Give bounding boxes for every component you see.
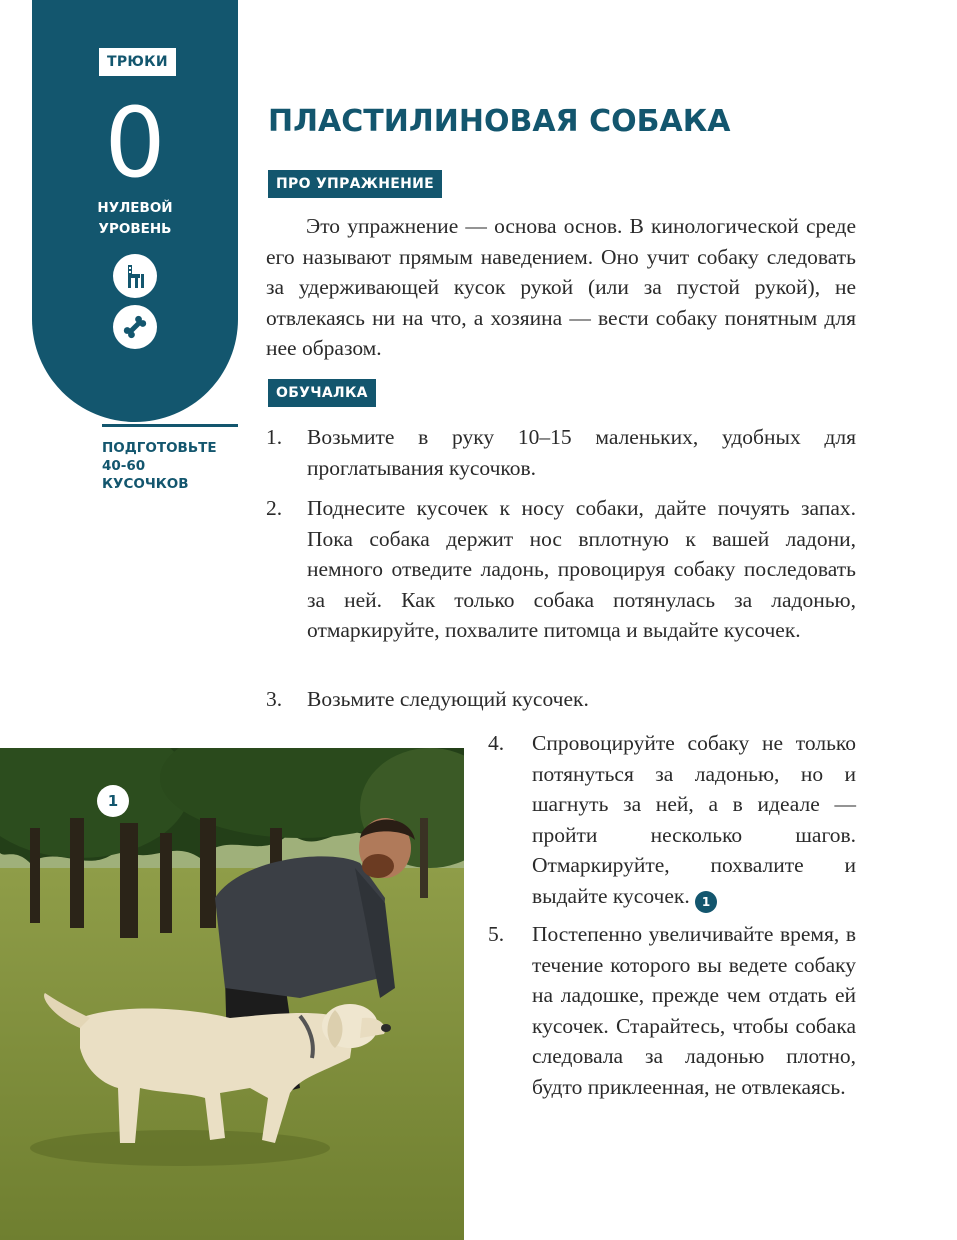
about-text: Это упражнение — основа основ. В кинологической среде его называют прямым наведением. Оно учит собаку следовать за удерживающей кусок рукой (или за пустой рукой), не отвлекаясь ни на что, а хозяина — вести собаку понятным для нее образом.: [266, 214, 856, 360]
level-label-line1: НУЛЕВОЙ: [97, 200, 173, 216]
step-text-content: Спровоцируйте собаку не только потянуться за ладонью, но и шагнуть за ней, а в идеале — пройти несколько шагов. Отмаркируйте, похвалите и выдайте кусочек.: [532, 731, 856, 908]
step-2: [266, 493, 856, 646]
training-heading: ОБУЧАЛКА: [268, 379, 376, 407]
step-number: 5.: [488, 922, 505, 946]
step-text: [532, 728, 856, 913]
level-label-line2: УРОВЕНЬ: [98, 221, 172, 237]
side-note: [102, 439, 242, 493]
about-heading: ПРО УПРАЖНЕНИЕ: [268, 170, 442, 198]
step-4: [488, 728, 856, 913]
chair-icon: [113, 254, 157, 298]
page-title: ПЛАСТИЛИНОВАЯ СОБАКА: [268, 104, 731, 139]
step-3: [266, 684, 856, 715]
step-number: 2.: [266, 496, 283, 520]
step-number: 4.: [488, 731, 505, 755]
step-1: [266, 422, 856, 483]
level-label: [32, 198, 238, 240]
step-number: 1.: [266, 425, 283, 449]
photo-illustration: [0, 748, 464, 1240]
step-text: Постепенно увеличивайте время, в течение которого вы ведете собаку на ладошке, прежде чем отдать ей кусочек. Старайтесь, чтобы собака следовала за ладонью плотно, будто приклеенная, не отвлекаясь.: [532, 922, 856, 1099]
step-5: [488, 919, 856, 1102]
step-text: Возьмите следующий кусочек.: [307, 687, 589, 711]
step-text: Возьмите в руку 10–15 маленьких, удобных для проглатывания кусочков.: [307, 425, 856, 480]
step-text: Поднесите кусочек к носу собаки, дайте почуять запах. Пока собака держит нос вплотную к вашей ладони, немного отведите ладонь, провоцируя собаку последовать за ней. Как только собака потянулась за ладонью, отмаркируйте, похвалите питомца и выдайте кусочек.: [307, 496, 856, 642]
side-note-line3: КУСОЧКОВ: [102, 476, 189, 492]
category-tag: ТРЮКИ: [99, 48, 176, 76]
side-note-rule: [102, 424, 238, 427]
level-number: 0: [104, 87, 166, 199]
photo-ref-badge: 1: [695, 891, 717, 913]
side-note-line2: 40-60: [102, 458, 146, 474]
step-number: 3.: [266, 687, 283, 711]
photo-badge: 1: [97, 785, 129, 817]
training-photo: [0, 748, 464, 1240]
side-note-line1: ПОДГОТОВЬТЕ: [102, 440, 217, 456]
bone-icon: [113, 305, 157, 349]
